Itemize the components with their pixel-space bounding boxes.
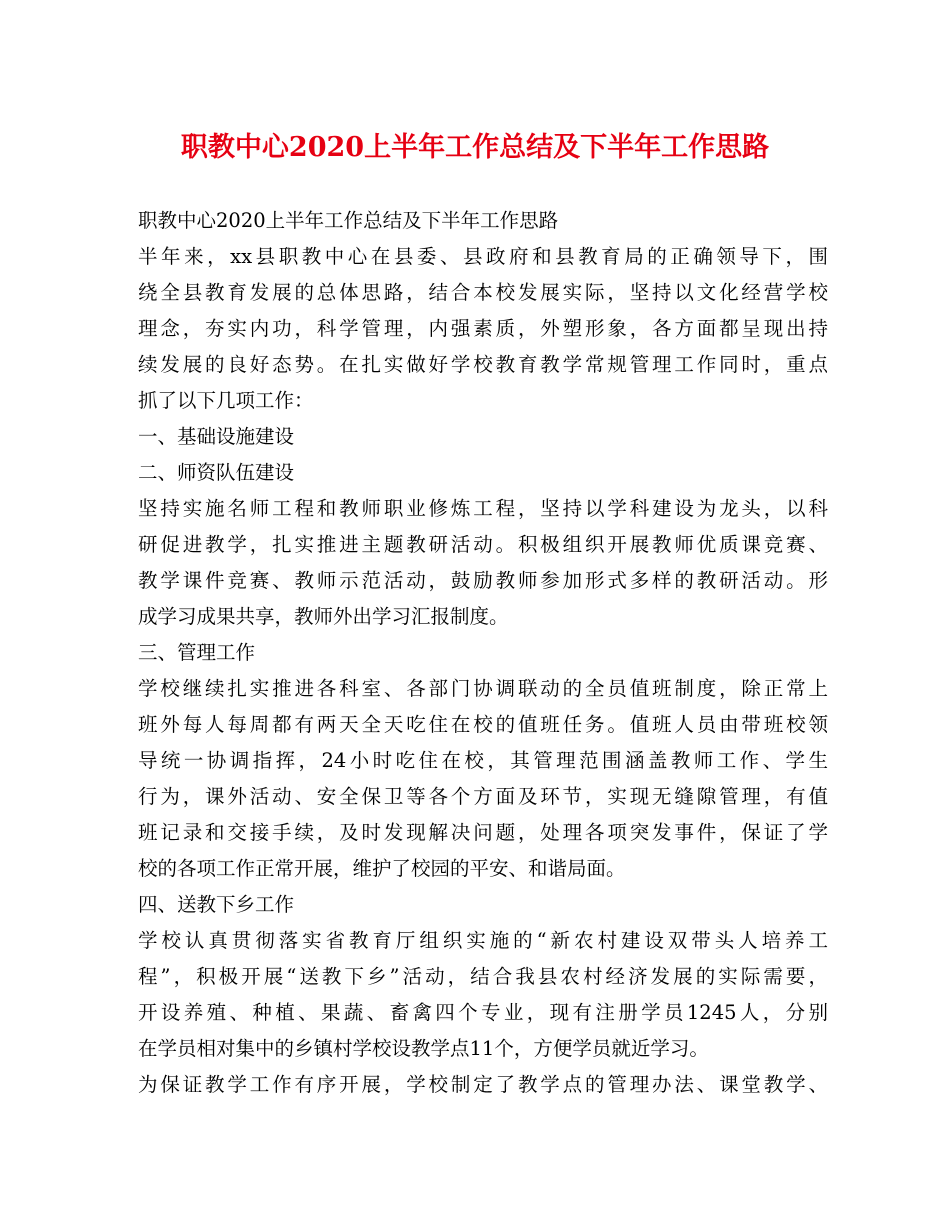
text-line: 开设养殖、种植、果蔬、畜禽四个专业，现有注册学员1245人，分别: [138, 1001, 828, 1024]
text-line: 班外每人每周都有两天全天吃住在校的值班任务。值班人员由带班校领: [138, 713, 828, 736]
text-line: 职教中心2020上半年工作总结及下半年工作思路: [138, 209, 559, 232]
text-line: 半年来，xx县职教中心在县委、县政府和县教育局的正确领导下，围: [138, 245, 828, 268]
text-line: 行为，课外活动、安全保卫等各个方面及环节，实现无缝隙管理，有值: [138, 785, 828, 808]
document-title: 职教中心2020上半年工作总结及下半年工作思路: [180, 132, 770, 163]
text-line: 学校继续扎实推进各科室、各部门协调联动的全员值班制度，除正常上: [138, 677, 828, 700]
text-line: 教学课件竞赛、教师示范活动，鼓励教师参加形式多样的教研活动。形: [138, 569, 828, 592]
text-line: 抓了以下几项工作：: [138, 389, 314, 412]
text-line: 班记录和交接手续，及时发现解决问题，处理各项突发事件，保证了学: [138, 821, 828, 844]
text-line: 三、管理工作: [138, 641, 256, 664]
text-line: 为保证教学工作有序开展，学校制定了教学点的管理办法、课堂教学、: [138, 1073, 828, 1096]
text-line: 四、送教下乡工作: [138, 893, 295, 916]
text-line: 导统一协调指挥，24小时吃住在校，其管理范围涵盖教师工作、学生: [138, 749, 828, 772]
text-line: 理念，夯实内功，科学管理，内强素质，外塑形象，各方面都呈现出持: [138, 317, 828, 340]
document-body: [138, 203, 828, 1103]
text-line: 在学员相对集中的乡镇村学校设教学点11个，方便学员就近学习。: [138, 1037, 709, 1060]
text-line: 程”，积极开展“送教下乡”活动，结合我县农村经济发展的实际需要，: [138, 965, 828, 988]
text-line: 研促进教学，扎实推进主题教研活动。积极组织开展教师优质课竞赛、: [138, 533, 828, 556]
text-line: 校的各项工作正常开展，维护了校园的平安、和谐局面。: [138, 857, 626, 880]
text-line: 二、师资队伍建设: [138, 461, 295, 484]
text-line: 续发展的良好态势。在扎实做好学校教育教学常规管理工作同时，重点: [138, 353, 828, 376]
text-line: 学校认真贯彻落实省教育厅组织实施的“新农村建设双带头人培养工: [138, 929, 828, 952]
text-line: 一、基础设施建设: [138, 425, 295, 448]
text-line: 坚持实施名师工程和教师职业修炼工程，坚持以学科建设为龙头，以科: [138, 497, 828, 520]
text-line: 绕全县教育发展的总体思路，结合本校发展实际，坚持以文化经营学校: [138, 281, 828, 304]
text-line: 成学习成果共享，教师外出学习汇报制度。: [138, 605, 509, 628]
